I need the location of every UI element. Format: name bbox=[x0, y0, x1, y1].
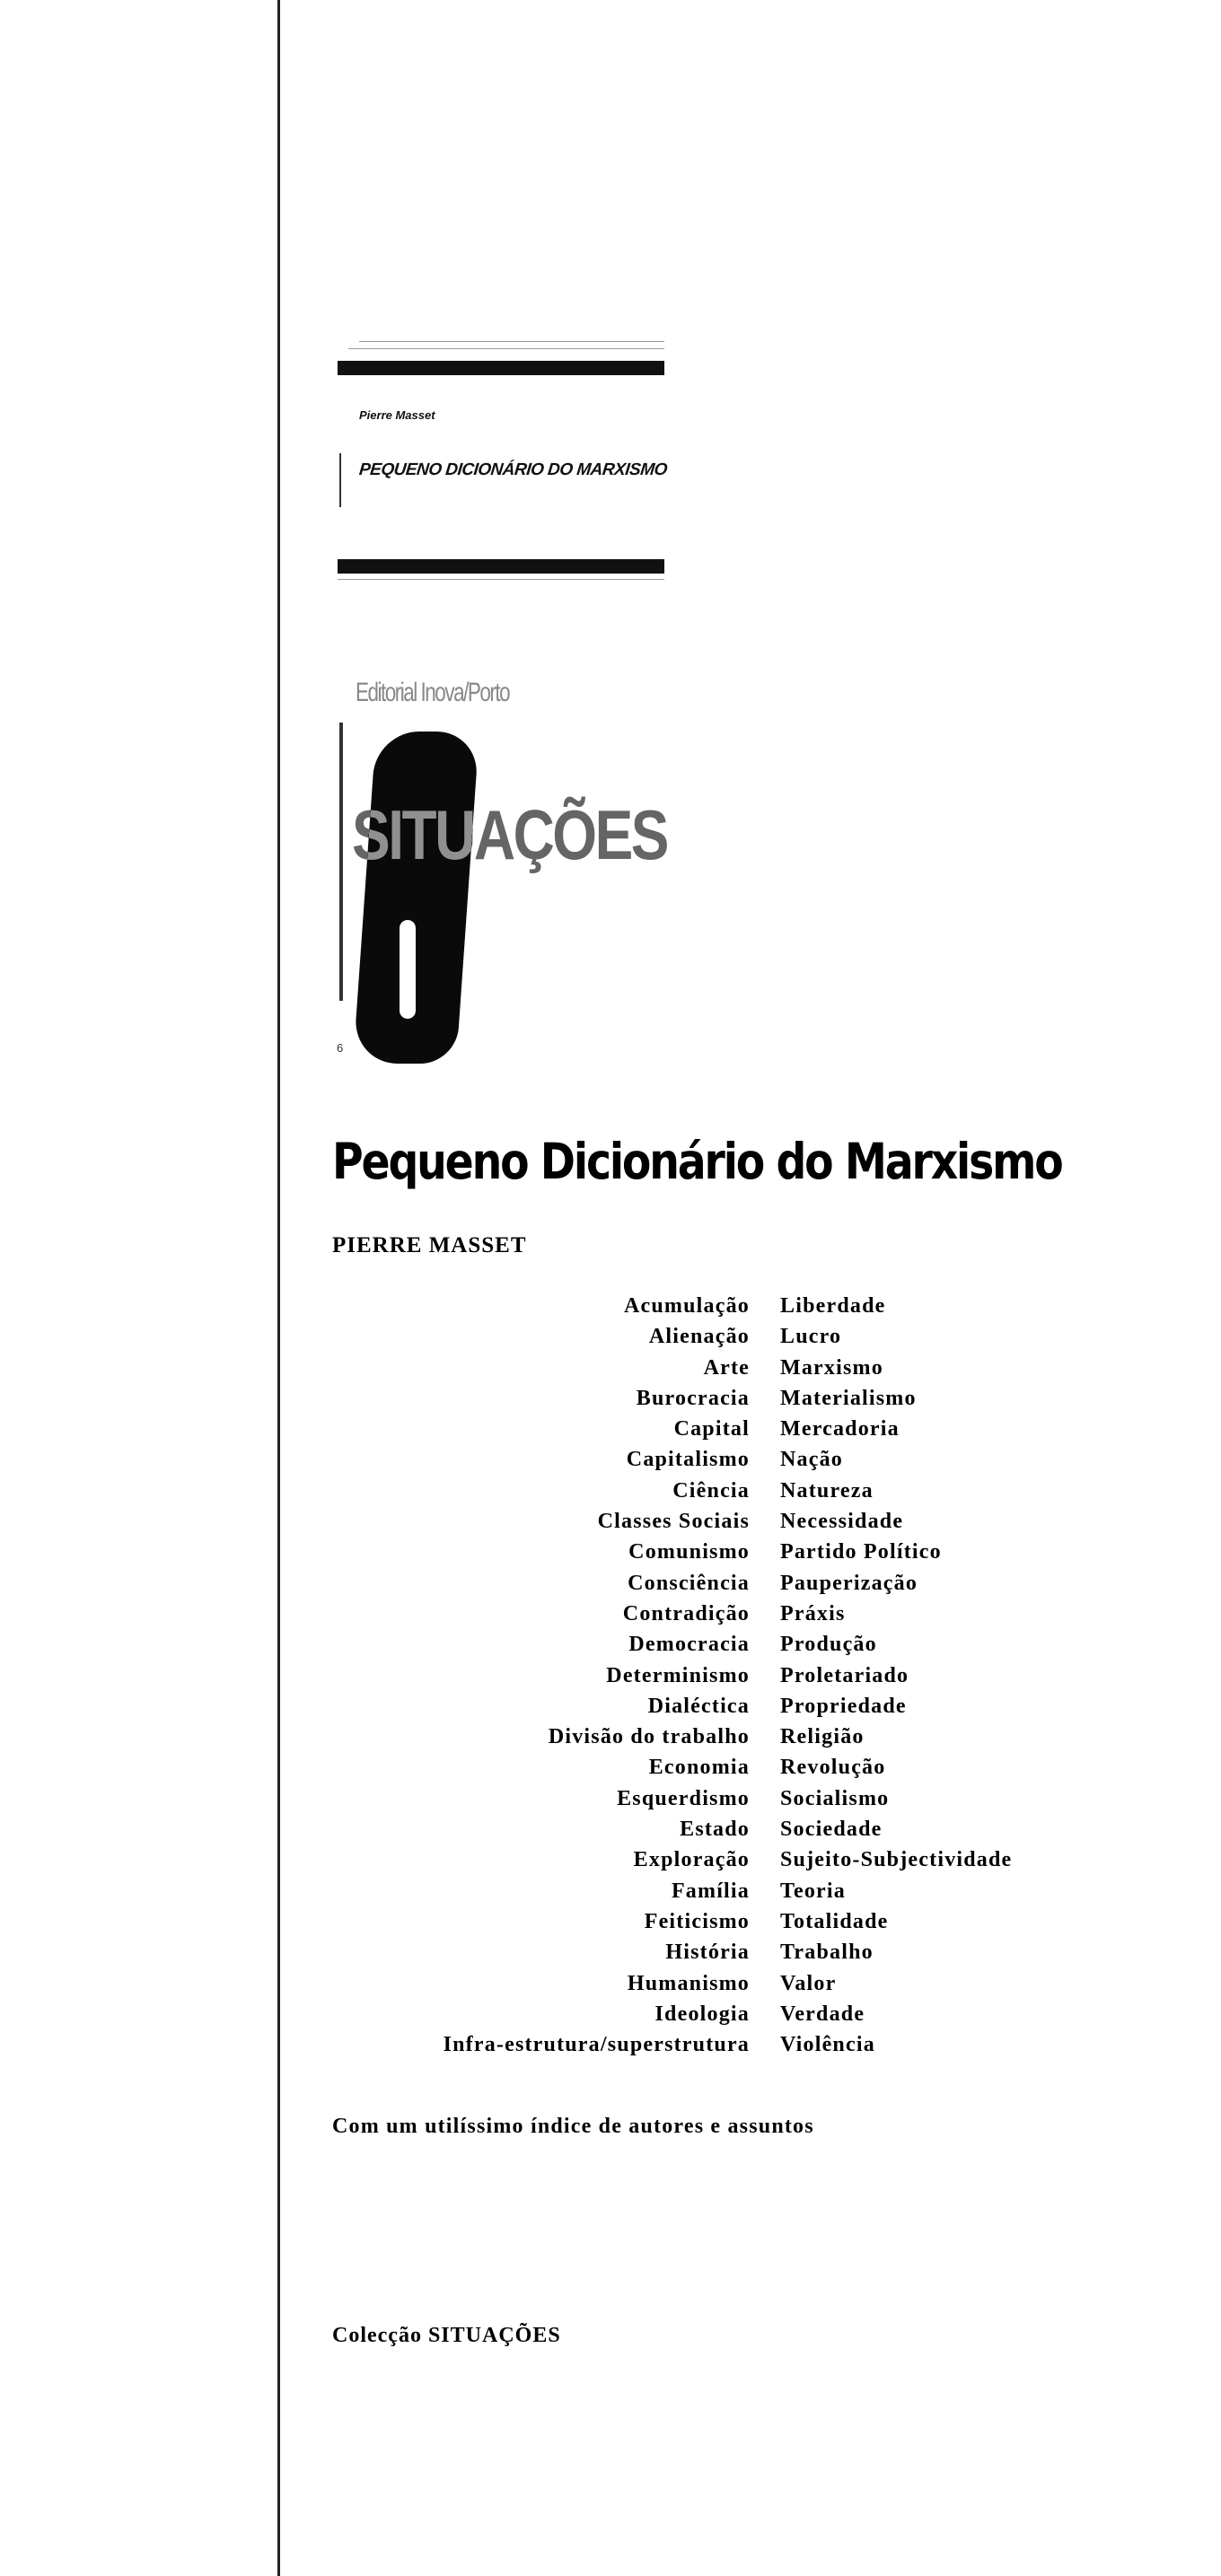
cover-publisher: Editorial Inova/Porto bbox=[356, 678, 510, 707]
collection-name: Colecção SITUAÇÕES bbox=[332, 2324, 561, 2347]
term-item: Capital bbox=[673, 1417, 750, 1441]
term-item: Natureza bbox=[780, 1478, 874, 1503]
term-item: Necessidade bbox=[780, 1510, 904, 1534]
cover-title: PEQUENO DICIONÁRIO DO MARXISMO bbox=[357, 460, 669, 479]
cover-bar-bottom bbox=[338, 559, 664, 574]
term-item: Comunismo bbox=[628, 1540, 750, 1564]
page-title: Pequeno Dicionário do Marxismo bbox=[332, 1133, 1062, 1190]
term-item: Ciência bbox=[672, 1478, 750, 1503]
series-number-cutout bbox=[400, 920, 416, 1019]
cover-rule bbox=[359, 341, 664, 342]
term-item: Nação bbox=[780, 1448, 843, 1472]
term-item: Pauperização bbox=[780, 1571, 918, 1595]
series-number-graphic bbox=[353, 732, 479, 1064]
term-item: Determinismo bbox=[606, 1663, 750, 1687]
author-name: PIERRE MASSET bbox=[332, 1233, 527, 1257]
term-item: Religião bbox=[780, 1725, 865, 1749]
index-note: Com um utilíssimo índice de autores e assuntos bbox=[332, 2115, 814, 2138]
term-item: Partido Político bbox=[780, 1540, 942, 1564]
term-item: Valor bbox=[780, 1971, 837, 1995]
terms-list-left bbox=[444, 1291, 750, 2060]
term-item: Alienação bbox=[648, 1325, 750, 1349]
term-item: Totalidade bbox=[780, 1909, 889, 1933]
term-item: Proletariado bbox=[780, 1663, 909, 1687]
term-item: Economia bbox=[648, 1756, 750, 1780]
term-item: Teoria bbox=[780, 1879, 846, 1903]
term-item: Acumulação bbox=[624, 1294, 750, 1318]
term-item: Propriedade bbox=[780, 1694, 907, 1718]
cover-spine-mark bbox=[339, 453, 341, 507]
term-item: Família bbox=[671, 1879, 750, 1903]
term-item: Classes Sociais bbox=[597, 1510, 750, 1534]
term-item: Socialismo bbox=[780, 1786, 890, 1810]
page-margin-line bbox=[277, 0, 280, 2576]
term-item: Liberdade bbox=[780, 1294, 886, 1318]
term-item: Democracia bbox=[628, 1633, 750, 1657]
cover-spine-text bbox=[339, 723, 343, 1001]
term-item: Revolução bbox=[780, 1756, 886, 1780]
term-item: Exploração bbox=[633, 1848, 750, 1872]
term-item: Produção bbox=[780, 1633, 877, 1657]
term-item: Ideologia bbox=[654, 2002, 750, 2026]
cover-author: Pierre Masset bbox=[359, 408, 435, 422]
term-item: Infra-estrutura/superstrutura bbox=[443, 2033, 750, 2057]
terms-list-right bbox=[780, 1291, 1012, 2060]
term-item: Violência bbox=[780, 2033, 875, 2057]
term-item: Arte bbox=[703, 1355, 750, 1380]
cover-rule bbox=[348, 348, 664, 349]
term-item: Dialéctica bbox=[647, 1694, 750, 1718]
book-cover-image bbox=[332, 328, 673, 1082]
term-item: Estado bbox=[680, 1818, 750, 1842]
term-item: Mercadoria bbox=[780, 1417, 900, 1441]
term-item: Contradição bbox=[622, 1601, 750, 1625]
term-item: Sociedade bbox=[780, 1818, 883, 1842]
cover-series-brand: SITUAÇÕES bbox=[352, 795, 668, 874]
cover-spine-number: 6 bbox=[337, 1041, 344, 1055]
term-item: Verdade bbox=[780, 2002, 865, 2026]
term-item: História bbox=[665, 1941, 750, 1965]
term-item: Marxismo bbox=[780, 1355, 883, 1380]
term-item: Sujeito-Subjectividade bbox=[780, 1848, 1013, 1872]
cover-bar-top bbox=[338, 361, 664, 375]
term-item: Trabalho bbox=[780, 1941, 874, 1965]
term-item: Lucro bbox=[780, 1325, 842, 1349]
term-item: Burocracia bbox=[636, 1386, 750, 1410]
term-item: Humanismo bbox=[627, 1971, 750, 1995]
term-item: Práxis bbox=[780, 1601, 846, 1625]
cover-rule bbox=[338, 579, 664, 580]
term-item: Consciência bbox=[628, 1571, 750, 1595]
term-item: Divisão do trabalho bbox=[548, 1725, 750, 1749]
term-item: Esquerdismo bbox=[617, 1786, 750, 1810]
term-item: Feiticismo bbox=[644, 1909, 750, 1933]
term-item: Capitalismo bbox=[626, 1448, 750, 1472]
term-item: Materialismo bbox=[780, 1386, 917, 1410]
